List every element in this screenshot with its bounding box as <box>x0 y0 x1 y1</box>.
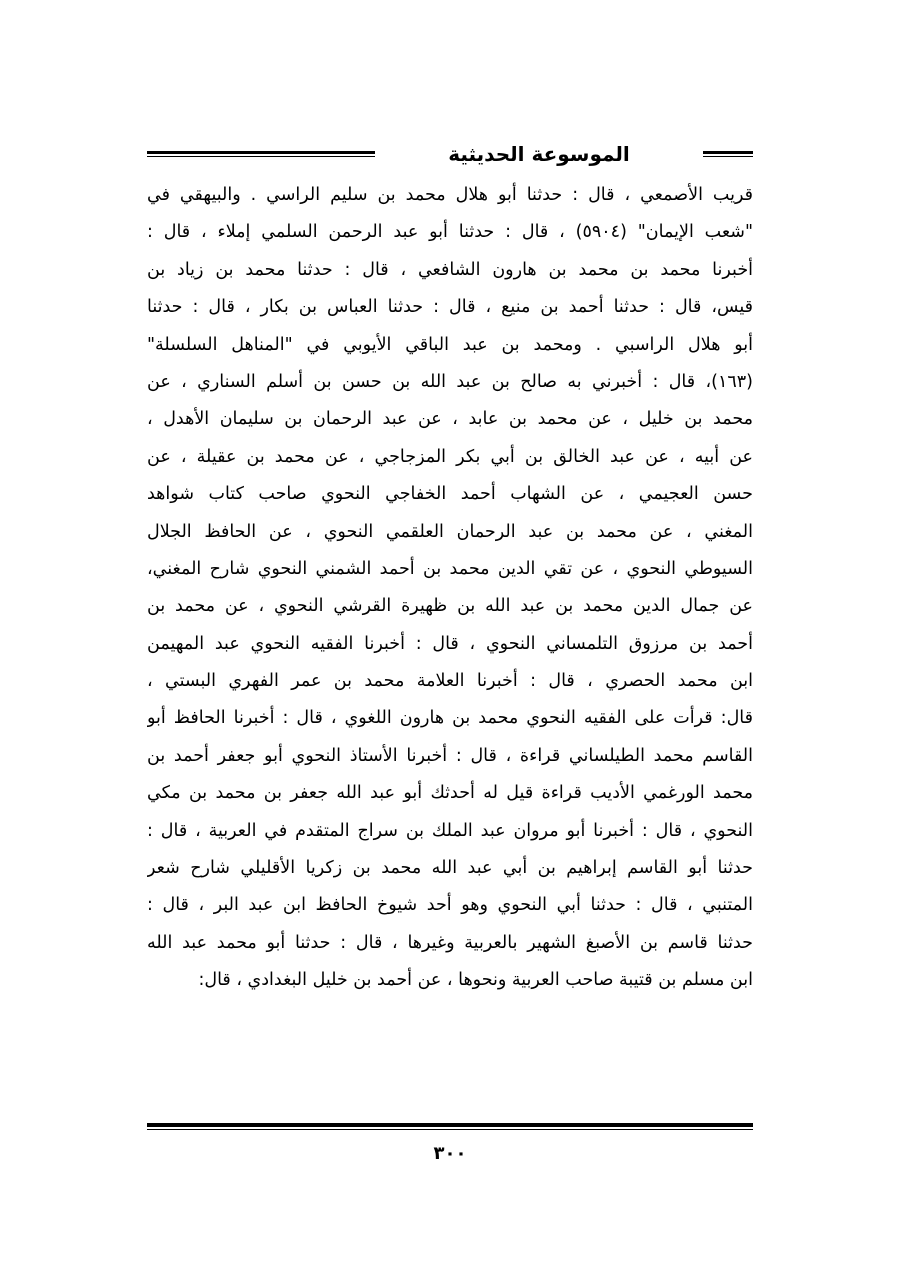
text-line: المتنبي ، قال : حدثنا أبي النحوي وهو أحد شيوخ الحافظ ابن عبد البر ، قال : <box>147 895 753 916</box>
text-line: عن أبيه ، عن عبد الخالق بن أبي بكر المزجاجي ، عن محمد بن عقيلة ، عن <box>147 446 753 467</box>
page-header <box>147 140 753 170</box>
text-line: أبو هلال الراسبي . ومحمد بن عبد الباقي الأيوبي في "المناهل السلسلة" <box>147 334 753 355</box>
text-line: حدثنا أبو القاسم إبراهيم بن أبي عبد الله محمد بن زكريا الأقليلي شارح شعر <box>147 858 753 879</box>
text-line: محمد بن خليل ، عن محمد بن عابد ، عن عبد الرحمان بن سليمان الأهدل ، <box>147 409 753 430</box>
page-body <box>147 177 753 1000</box>
text-line: قيس، قال : حدثنا أحمد بن منيع ، قال : حدثنا العباس بن بكار ، قال : حدثنا <box>147 297 753 318</box>
text-line: (١٦٣)، قال : أخبرني به صالح بن عبد الله بن حسن بن أسلم السناري ، عن <box>147 371 753 392</box>
text-line: قريب الأصمعي ، قال : حدثنا أبو هلال محمد بن سليم الراسي . والبيهقي في <box>147 185 753 205</box>
text-line: قال: قرأت على الفقيه النحوي محمد بن هارون اللغوي ، قال : أخبرنا الحافظ أبو <box>147 708 753 729</box>
page-number: ٣٠٠ <box>433 1143 467 1164</box>
text-line: ابن محمد الحصري ، قال : أخبرنا العلامة محمد بن عمر الفهري البستي ، <box>147 671 753 692</box>
text-line: ابن مسلم بن قتيبة صاحب العربية ونحوها ، عن أحمد بن خليل البغدادي ، قال: <box>198 970 753 991</box>
text-line: "شعب الإيمان" (٥٩٠٤) ، قال : حدثنا أبو عبد الرحمن السلمي إملاء ، قال : <box>147 222 753 243</box>
text-line: النحوي ، قال : أخبرنا أبو مروان عبد الملك بن سراج المتقدم في العربية ، قال : <box>147 820 753 841</box>
page-title: الموسوعة الحديثية <box>448 142 630 166</box>
text-line: القاسم محمد الطيلساني قراءة ، قال : أخبرنا الأستاذ النحوي أبو جعفر أحمد بن <box>147 745 753 766</box>
footer-rule <box>147 1123 753 1130</box>
text-line: أخبرنا محمد بن محمد بن هارون الشافعي ، قال : حدثنا محمد بن زياد بن <box>147 259 753 280</box>
text-line: أحمد بن مرزوق التلمساني النحوي ، قال : أخبرنا الفقيه النحوي عبد المهيمن <box>147 633 753 654</box>
text-line: محمد الورغمي الأديب قراءة قيل له أحدثك أبو عبد الله جعفر بن محمد بن مكي <box>147 783 753 804</box>
text-line: حسن العجيمي ، عن الشهاب أحمد الخفاجي النحوي صاحب كتاب شواهد <box>147 484 753 505</box>
text-line: حدثنا قاسم بن الأصبغ الشهير بالعربية وغيرها ، قال : حدثنا أبو محمد عبد الله <box>147 932 753 953</box>
text-line: عن جمال الدين محمد بن عبد الله بن ظهيرة القرشي النحوي ، عن محمد بن <box>147 596 753 617</box>
header-rule-right <box>703 151 753 157</box>
text-line: السيوطي النحوي ، عن تقي الدين محمد بن أحمد الشمني النحوي شارح المغني، <box>147 558 753 579</box>
header-rule-left <box>147 151 375 157</box>
text-line: المغني ، عن محمد بن عبد الرحمان العلقمي النحوي ، عن الحافظ الجلال <box>147 521 753 542</box>
